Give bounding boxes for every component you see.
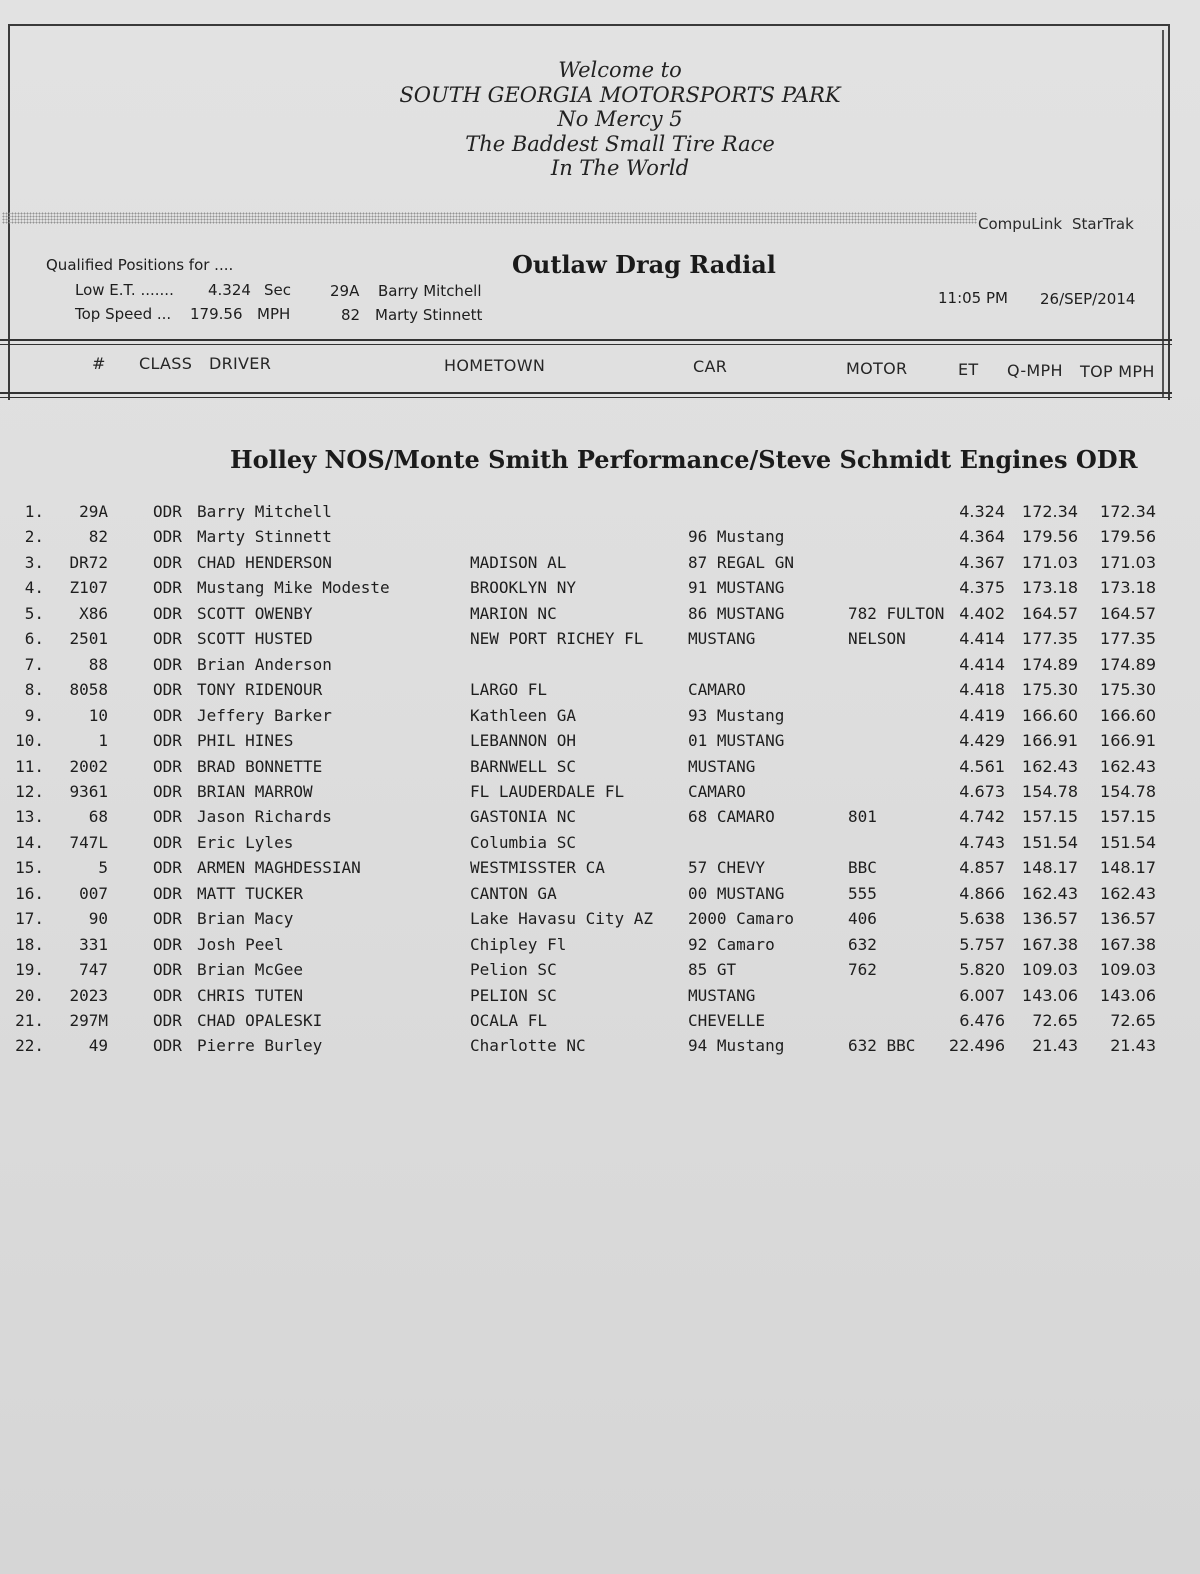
- low-et-driver: Barry Mitchell: [378, 282, 482, 300]
- cell-class: ODR: [153, 654, 182, 674]
- cell-car-number: 2023: [69, 985, 108, 1005]
- cell-position: 19.: [15, 960, 44, 980]
- table-row: [0, 807, 1200, 832]
- cell-car-number: DR72: [69, 552, 108, 572]
- cell-position: 1.: [24, 502, 44, 521]
- welcome-banner: [300, 58, 940, 181]
- cell-class: ODR: [153, 934, 182, 954]
- cell-hometown: NEW PORT RICHEY FL: [470, 629, 644, 649]
- cell-et: 6.476: [959, 1011, 1005, 1030]
- cell-car: 00 MUSTANG: [688, 883, 785, 903]
- cell-et: 4.866: [959, 883, 1005, 903]
- table-row: [0, 655, 1200, 680]
- cell-class: ODR: [153, 960, 182, 980]
- cell-car: MUSTANG: [688, 629, 756, 649]
- table-row: [0, 858, 1200, 883]
- cell-top-mph: 174.89: [1100, 654, 1156, 674]
- top-speed-driver: Marty Stinnett: [375, 306, 483, 324]
- cell-top-mph: 72.65: [1110, 1011, 1156, 1030]
- cell-position: 13.: [15, 807, 44, 827]
- cell-driver: Marty Stinnett: [197, 527, 332, 547]
- cell-position: 8.: [24, 680, 44, 700]
- top-speed-value: 179.56: [190, 305, 243, 323]
- cell-qmph: 162.43: [1022, 883, 1078, 903]
- event-tagline-2: In The World: [550, 156, 690, 180]
- cell-car: 92 Camaro: [688, 934, 775, 954]
- cell-car: 85 GT: [688, 960, 737, 980]
- cell-car: 57 CHEVY: [688, 858, 766, 878]
- cell-top-mph: 171.03: [1100, 552, 1156, 572]
- cell-driver: Brian Macy: [197, 909, 294, 929]
- cell-hometown: PELION SC: [470, 985, 557, 1005]
- cell-car: 91 MUSTANG: [688, 578, 785, 598]
- cell-et: 5.820: [959, 960, 1005, 980]
- cell-top-mph: 166.60: [1100, 705, 1156, 725]
- divider-top-1: [0, 339, 1172, 341]
- cell-qmph: 171.03: [1022, 552, 1078, 572]
- cell-top-mph: 109.03: [1100, 960, 1156, 980]
- cell-car-number: 90: [88, 909, 108, 929]
- cell-motor: 632: [848, 934, 877, 954]
- cell-et: 4.429: [959, 731, 1005, 751]
- cell-et: 5.638: [959, 909, 1005, 929]
- table-row: [0, 527, 1200, 552]
- cell-position: 21.: [15, 1011, 44, 1030]
- low-et-label: Low E.T. .......: [75, 281, 174, 299]
- cell-motor: BBC: [848, 858, 877, 878]
- top-speed-label: Top Speed ...: [75, 305, 172, 323]
- cell-driver: Josh Peel: [197, 934, 284, 954]
- cell-car: 68 CAMARO: [688, 807, 775, 827]
- cell-class: ODR: [153, 781, 182, 801]
- cell-car: 87 REGAL GN: [688, 552, 794, 572]
- cell-qmph: 166.60: [1022, 705, 1078, 725]
- cell-hometown: Lake Havasu City AZ: [470, 909, 654, 929]
- cell-position: 17.: [15, 909, 44, 929]
- cell-position: 5.: [24, 603, 44, 623]
- cell-hometown: MARION NC: [470, 603, 557, 623]
- cell-et: 4.418: [959, 680, 1005, 700]
- cell-top-mph: 175.30: [1100, 680, 1156, 700]
- cell-car-number: 68: [88, 807, 108, 827]
- cell-motor: 782 FULTON: [848, 603, 945, 623]
- cell-et: 4.743: [959, 832, 1005, 852]
- cell-top-mph: 136.57: [1100, 909, 1156, 929]
- divider-bottom-1: [0, 392, 1172, 394]
- cell-qmph: 72.65: [1032, 1011, 1078, 1030]
- cell-car: 2000 Camaro: [688, 909, 794, 929]
- table-row: [0, 960, 1200, 985]
- cell-position: 4.: [24, 578, 44, 598]
- cell-class: ODR: [153, 1011, 182, 1030]
- divider-bottom-2: [0, 397, 1172, 398]
- cell-class: ODR: [153, 832, 182, 852]
- cell-car: 86 MUSTANG: [688, 603, 785, 623]
- cell-car: 01 MUSTANG: [688, 731, 785, 751]
- cell-top-mph: 162.43: [1100, 883, 1156, 903]
- timing-brand: [978, 215, 1144, 233]
- cell-position: 14.: [15, 832, 44, 852]
- cell-hometown: CANTON GA: [470, 883, 557, 903]
- top-speed-car-number: 82: [341, 306, 361, 324]
- cell-qmph: 157.15: [1022, 807, 1078, 827]
- cell-class: ODR: [153, 985, 182, 1005]
- cell-hometown: Pelion SC: [470, 960, 557, 980]
- cell-position: 12.: [15, 781, 44, 801]
- cell-hometown: WESTMISSTER CA: [470, 858, 605, 878]
- cell-et: 22.496: [949, 1036, 1005, 1056]
- cell-position: 20.: [15, 985, 44, 1005]
- cell-position: 3.: [24, 552, 44, 572]
- cell-qmph: 172.34: [1022, 502, 1078, 521]
- cell-hometown: Charlotte NC: [470, 1036, 586, 1056]
- cell-qmph: 162.43: [1022, 756, 1078, 776]
- class-title: Outlaw Drag Radial: [512, 250, 776, 279]
- cell-car-number: 2501: [69, 629, 108, 649]
- cell-hometown: FL LAUDERDALE FL: [470, 781, 625, 801]
- cell-motor: 632 BBC: [848, 1036, 916, 1056]
- cell-position: 15.: [15, 858, 44, 878]
- cell-position: 16.: [15, 883, 44, 903]
- top-speed-unit: MPH: [257, 305, 291, 323]
- cell-car-number: Z107: [69, 578, 108, 598]
- track-name: SOUTH GEORGIA MOTORSPORTS PARK: [399, 82, 841, 107]
- print-time: 11:05 PM: [938, 289, 1008, 307]
- cell-position: 11.: [15, 756, 44, 776]
- col-header-et: ET: [958, 360, 979, 379]
- cell-qmph: 175.30: [1022, 680, 1078, 700]
- cell-class: ODR: [153, 527, 182, 547]
- cell-driver: ARMEN MAGHDESSIAN: [197, 858, 361, 878]
- cell-class: ODR: [153, 680, 182, 700]
- cell-position: 9.: [24, 705, 44, 725]
- cell-class: ODR: [153, 1036, 182, 1056]
- cell-qmph: 136.57: [1022, 909, 1078, 929]
- cell-top-mph: 162.43: [1100, 756, 1156, 776]
- cell-position: 22.: [15, 1036, 44, 1056]
- cell-car: 94 Mustang: [688, 1036, 785, 1056]
- col-header-qmph: Q-MPH: [1007, 361, 1063, 380]
- cell-motor: 555: [848, 883, 877, 903]
- cell-driver: Brian McGee: [197, 960, 303, 980]
- cell-class: ODR: [153, 731, 182, 751]
- cell-top-mph: 148.17: [1100, 858, 1156, 878]
- print-date: 26/SEP/2014: [1040, 290, 1136, 308]
- cell-et: 4.375: [959, 578, 1005, 598]
- cell-car-number: 82: [88, 527, 108, 547]
- cell-car: CHEVELLE: [688, 1011, 766, 1030]
- divider-top-2: [0, 344, 1172, 345]
- low-et-value: 4.324: [208, 281, 251, 299]
- cell-qmph: 143.06: [1022, 985, 1078, 1005]
- cell-driver: CHAD HENDERSON: [197, 552, 332, 572]
- cell-driver: Mustang Mike Modeste: [197, 578, 390, 598]
- cell-car-number: 747: [79, 960, 108, 980]
- table-row: [0, 706, 1200, 731]
- cell-class: ODR: [153, 756, 182, 776]
- welcome-line: Welcome to: [558, 58, 682, 82]
- cell-qmph: 179.56: [1022, 527, 1078, 547]
- cell-hometown: Chipley Fl: [470, 934, 567, 954]
- cell-car: MUSTANG: [688, 756, 756, 776]
- cell-driver: Eric Lyles: [197, 832, 294, 852]
- table-row: [0, 884, 1200, 909]
- qualified-label: Qualified Positions for ....: [46, 256, 234, 274]
- cell-et: 5.757: [959, 934, 1005, 954]
- cell-hometown: LEBANNON OH: [470, 731, 576, 751]
- cell-qmph: 177.35: [1022, 629, 1078, 649]
- cell-driver: Barry Mitchell: [197, 502, 332, 521]
- table-row: [0, 604, 1200, 629]
- cell-motor: 762: [848, 960, 877, 980]
- cell-car: CAMARO: [688, 680, 746, 700]
- cell-motor: 406: [848, 909, 877, 929]
- cell-et: 4.742: [959, 807, 1005, 827]
- cell-class: ODR: [153, 883, 182, 903]
- cell-et: 4.673: [959, 781, 1005, 801]
- col-header-class: CLASS: [139, 354, 193, 373]
- event-name: No Mercy 5: [557, 107, 683, 131]
- cell-qmph: 166.91: [1022, 731, 1078, 751]
- cell-hometown: Kathleen GA: [470, 705, 576, 725]
- cell-class: ODR: [153, 909, 182, 929]
- cell-hometown: MADISON AL: [470, 552, 567, 572]
- cell-top-mph: 21.43: [1110, 1036, 1156, 1056]
- cell-qmph: 174.89: [1022, 654, 1078, 674]
- cell-et: 4.402: [959, 603, 1005, 623]
- cell-et: 4.414: [959, 654, 1005, 674]
- cell-driver: BRAD BONNETTE: [197, 756, 323, 776]
- cell-et: 4.364: [959, 527, 1005, 547]
- cell-top-mph: 164.57: [1100, 603, 1156, 623]
- cell-top-mph: 143.06: [1100, 985, 1156, 1005]
- cell-qmph: 173.18: [1022, 578, 1078, 598]
- event-tagline-1: The Baddest Small Tire Race: [465, 131, 775, 156]
- cell-car-number: 331: [79, 934, 108, 954]
- cell-driver: SCOTT OWENBY: [197, 603, 313, 623]
- cell-car-number: 29A: [79, 502, 108, 521]
- cell-driver: PHIL HINES: [197, 731, 294, 751]
- cell-et: 4.419: [959, 705, 1005, 725]
- cell-car-number: 10: [88, 705, 108, 725]
- cell-driver: TONY RIDENOUR: [197, 680, 323, 700]
- cell-hometown: LARGO FL: [470, 680, 548, 700]
- cell-et: 4.561: [959, 756, 1005, 776]
- low-et-car-number: 29A: [330, 282, 360, 300]
- cell-top-mph: 151.54: [1100, 832, 1156, 852]
- table-row: [0, 578, 1200, 603]
- cell-car-number: 2002: [69, 756, 108, 776]
- table-row: [0, 680, 1200, 705]
- table-row: [0, 629, 1200, 654]
- cell-qmph: 109.03: [1022, 960, 1078, 980]
- section-title: Holley NOS/Monte Smith Performance/Steve Schmidt Engines ODR: [230, 445, 1138, 474]
- col-header-topmph: TOP MPH: [1080, 362, 1155, 381]
- table-row: [0, 757, 1200, 782]
- cell-top-mph: 172.34: [1100, 502, 1156, 521]
- cell-class: ODR: [153, 629, 182, 649]
- cell-hometown: GASTONIA NC: [470, 807, 576, 827]
- low-et-unit: Sec: [264, 281, 291, 299]
- cell-driver: Jeffery Barker: [197, 705, 332, 725]
- cell-car-number: 8058: [69, 680, 108, 700]
- cell-top-mph: 157.15: [1100, 807, 1156, 827]
- cell-top-mph: 154.78: [1100, 781, 1156, 801]
- cell-car-number: 88: [88, 654, 108, 674]
- cell-hometown: Columbia SC: [470, 832, 576, 852]
- table-row: [0, 909, 1200, 934]
- cell-car-number: 297M: [69, 1011, 108, 1030]
- table-row: [0, 782, 1200, 807]
- col-header-hometown: HOMETOWN: [444, 356, 546, 375]
- cell-driver: BRIAN MARROW: [197, 781, 313, 801]
- cell-motor: 801: [848, 807, 877, 827]
- cell-class: ODR: [153, 578, 182, 598]
- cell-class: ODR: [153, 705, 182, 725]
- brand-compulink: CompuLink: [978, 215, 1063, 233]
- cell-car: MUSTANG: [688, 985, 756, 1005]
- cell-qmph: 21.43: [1032, 1036, 1078, 1056]
- cell-driver: Pierre Burley: [197, 1036, 323, 1056]
- table-row: [0, 935, 1200, 960]
- cell-qmph: 148.17: [1022, 858, 1078, 878]
- cell-car-number: 747L: [69, 832, 108, 852]
- cell-et: 4.367: [959, 552, 1005, 572]
- cell-driver: SCOTT HUSTED: [197, 629, 313, 649]
- table-row: [0, 1036, 1200, 1061]
- cell-car: 93 Mustang: [688, 705, 785, 725]
- cell-driver: Jason Richards: [197, 807, 332, 827]
- cell-et: 4.414: [959, 629, 1005, 649]
- brand-startrak: StarTrak: [1072, 215, 1134, 233]
- cell-top-mph: 173.18: [1100, 578, 1156, 598]
- cell-et: 4.324: [959, 502, 1005, 521]
- cell-position: 18.: [15, 934, 44, 954]
- cell-hometown: BROOKLYN NY: [470, 578, 576, 598]
- col-header-driver: DRIVER: [209, 354, 272, 373]
- table-row: [0, 1011, 1200, 1036]
- col-header-motor: MOTOR: [846, 359, 908, 378]
- cell-motor: NELSON: [848, 629, 906, 649]
- cell-top-mph: 179.56: [1100, 527, 1156, 547]
- cell-qmph: 164.57: [1022, 603, 1078, 623]
- cell-car: 96 Mustang: [688, 527, 785, 547]
- cell-hometown: OCALA FL: [470, 1011, 548, 1030]
- cell-class: ODR: [153, 807, 182, 827]
- cell-class: ODR: [153, 502, 182, 521]
- cell-top-mph: 166.91: [1100, 731, 1156, 751]
- cell-class: ODR: [153, 552, 182, 572]
- cell-et: 6.007: [959, 985, 1005, 1005]
- cell-driver: MATT TUCKER: [197, 883, 303, 903]
- table-row: [0, 502, 1200, 527]
- cell-qmph: 154.78: [1022, 781, 1078, 801]
- cell-position: 2.: [24, 527, 44, 547]
- cell-qmph: 167.38: [1022, 934, 1078, 954]
- cell-car-number: 9361: [69, 781, 108, 801]
- cell-car: CAMARO: [688, 781, 746, 801]
- cell-car-number: 49: [88, 1036, 108, 1056]
- cell-top-mph: 177.35: [1100, 629, 1156, 649]
- col-header-car: CAR: [693, 357, 728, 376]
- table-row: [0, 731, 1200, 756]
- table-row: [0, 553, 1200, 578]
- cell-position: 6.: [24, 629, 44, 649]
- cell-car-number: 1: [98, 731, 108, 751]
- cell-car-number: 007: [79, 883, 108, 903]
- cell-top-mph: 167.38: [1100, 934, 1156, 954]
- cell-driver: CHAD OPALESKI: [197, 1011, 323, 1030]
- cell-class: ODR: [153, 603, 182, 623]
- cell-position: 10.: [15, 731, 44, 751]
- cell-position: 7.: [24, 654, 44, 674]
- frame-edge: [1162, 30, 1164, 398]
- cell-qmph: 151.54: [1022, 832, 1078, 852]
- cell-driver: Brian Anderson: [197, 654, 332, 674]
- cell-car-number: X86: [79, 603, 108, 623]
- cell-car-number: 5: [98, 858, 108, 878]
- cell-class: ODR: [153, 858, 182, 878]
- table-row: [0, 986, 1200, 1011]
- dotted-divider: [2, 212, 977, 224]
- table-row: [0, 833, 1200, 858]
- cell-driver: CHRIS TUTEN: [197, 985, 303, 1005]
- cell-hometown: BARNWELL SC: [470, 756, 576, 776]
- cell-et: 4.857: [959, 858, 1005, 878]
- col-header-num: #: [92, 354, 106, 373]
